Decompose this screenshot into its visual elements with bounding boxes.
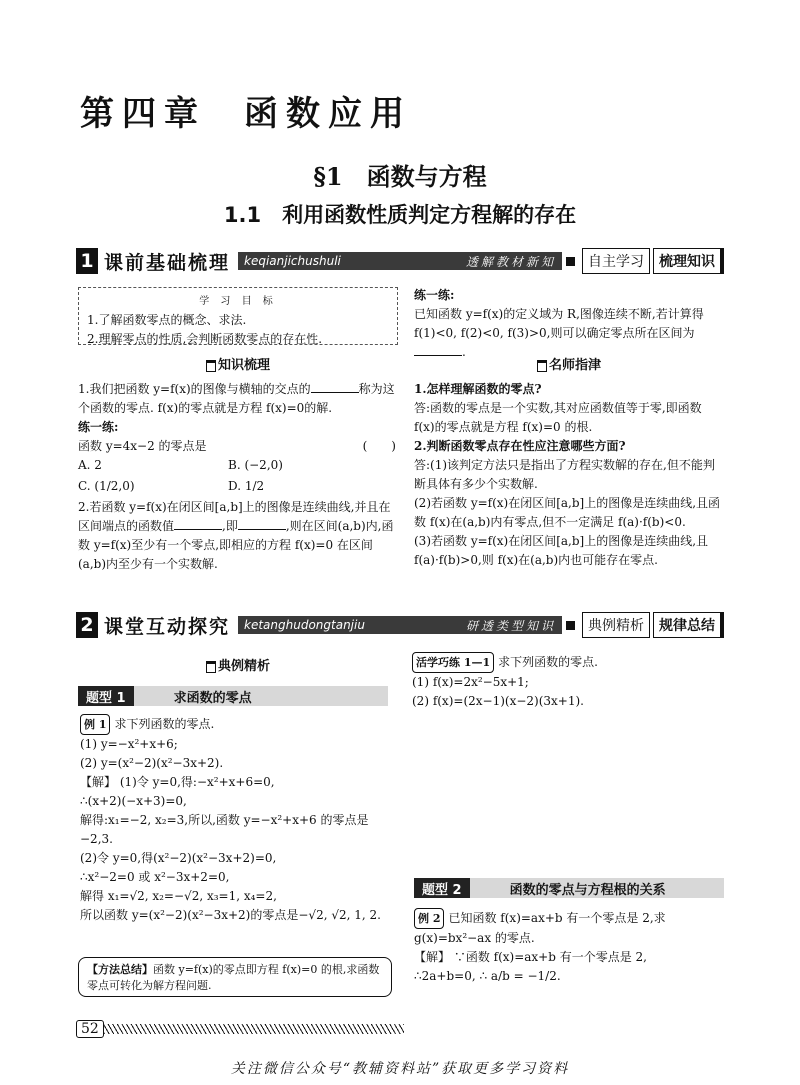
page-number: 52: [76, 1020, 104, 1038]
drill-1: [412, 652, 724, 711]
practice-text: 已知函数 y=f(x)的定义域为 R,图像连续不断,若计算得 f(1)<0, f(2)<0, f(3)>0,则可以确定零点所在区间为.: [414, 307, 704, 359]
options-row: [78, 456, 396, 475]
learning-goals-box: [78, 287, 398, 345]
option-a: A. 2: [78, 458, 102, 472]
banner-pinyin: ketanghudongtanjiu: [244, 618, 365, 632]
practice-question: 函数 y=4x−2 的零点是 ( ): [78, 439, 396, 453]
section-icon: [537, 360, 547, 372]
practice-label: 练一练:: [414, 288, 455, 302]
options-row: [78, 477, 396, 496]
teacher-answer: (2)若函数 y=f(x)在闭区间[a,b]上的图像是连续曲线,且函数 f(x)在(a,b)内有零点,但不一定满足 f(a)·f(b)<0.: [414, 496, 721, 529]
goal-item: 1.了解函数零点的概念、求法.: [87, 313, 247, 327]
section-banner-1: [76, 248, 724, 274]
type-title: 函数的零点与方程根的关系: [509, 882, 666, 898]
banner-bar: [238, 616, 562, 634]
example-question: 例 1 求下列函数的零点.: [80, 714, 392, 735]
knowledge-body: [78, 380, 396, 574]
teacher-question: 1.怎样理解函数的零点?: [414, 382, 542, 396]
banner-slogan: 透解教材新知: [465, 254, 556, 269]
teacher-answer: (3)若函数 y=f(x)在闭区间[a,b]上的图像是连续曲线,且 f(a)·f(b)>0,则 f(x)在(a,b)内也可能存在零点.: [414, 534, 709, 567]
right-practice: [414, 286, 724, 362]
goals-header: 学 习 目 标: [199, 296, 277, 307]
drill-question: 活学巧练 1—1 求下列函数的零点.: [412, 652, 724, 673]
section-icon: [206, 360, 216, 372]
square-icon: [566, 621, 575, 630]
example-1: [80, 714, 392, 925]
teacher-question: 2.判断函数零点存在性应注意哪些方面?: [414, 439, 626, 453]
chapter-title: 第四章 函数应用: [80, 94, 412, 134]
section-banner-2: [76, 612, 724, 638]
footer-note: 关注微信公众号“教辅资料站”获取更多学习资料: [230, 1061, 570, 1077]
section-title: §1 函数与方程: [313, 162, 487, 191]
solution-line: 【解】 ∵函数 f(x)=ax+b 有一个零点是 2,: [414, 950, 647, 964]
option-d: D. 1/2: [228, 479, 265, 493]
practice-label: 练一练:: [78, 420, 119, 434]
subsection-title: 1.1 利用函数性质判定方程解的存在: [223, 203, 577, 227]
example-badge: 例 2: [414, 908, 444, 929]
knowledge-head: 知识梳理: [78, 354, 398, 373]
method-summary-box: 【方法总结】函数 y=f(x)的零点即方程 f(x)=0 的根,求函数零点可转化为解方程问题.: [78, 957, 392, 997]
goal-item: 2.理解零点的性质,会判断函数零点的存在性.: [87, 332, 323, 346]
banner-tag: 规律总结: [653, 612, 724, 638]
drill-badge: 活学巧练 1—1: [412, 652, 494, 673]
type-title: 求函数的零点: [173, 690, 252, 706]
solution-line: 所以函数 y=(x²−2)(x²−3x+2)的零点是−√2, √2, 1, 2.: [80, 908, 381, 922]
example-question: 例 2 已知函数 f(x)=ax+b 有一个零点是 2,求 g(x)=bx²−ax 的零点.: [414, 908, 724, 948]
teacher-body: [414, 380, 724, 570]
type-label: 题型 1: [78, 686, 134, 706]
banner-bar: [238, 252, 562, 270]
knowledge-point-2: 2.若函数 y=f(x)在闭区间[a,b]上的图像是连续曲线,并且在区间端点的函数值 ,即 ,则在区间(a,b)内,函数 y=f(x)至少有一个零点,即相应的方程 f(x)=0 在区间(a,b)内至少有一个实数解.: [78, 500, 394, 571]
example-subq: (2) y=(x²−2)(x²−3x+2).: [80, 756, 224, 770]
section-icon: [206, 661, 216, 673]
example-subq: (1) y=−x²+x+6;: [80, 737, 178, 751]
banner-pinyin: keqianjichushuli: [244, 254, 341, 268]
square-icon: [566, 257, 575, 266]
banner-title: 课前基础梳理: [104, 251, 231, 274]
solution-line: ∴2a+b=0, ∴ a/b = −1/2.: [414, 969, 561, 983]
banner-slogan: 研透类型知识: [465, 618, 556, 633]
hatch-decoration: [104, 1024, 404, 1034]
banner-title: 课堂互动探究: [104, 615, 231, 638]
banner-tag: 典例精析: [582, 612, 650, 638]
solution-line: 解得 x₁=√2, x₂=−√2, x₃=1, x₄=2,: [80, 889, 277, 903]
teacher-head: 名师指津: [414, 354, 724, 373]
banner-tag: 自主学习: [582, 248, 650, 274]
option-b: B. (−2,0): [228, 458, 283, 472]
solution-line: ∴(x+2)(−x+3)=0,: [80, 794, 187, 808]
drill-subq: (1) f(x)=2x²−5x+1;: [412, 675, 529, 689]
type-bar-1: [78, 686, 388, 706]
type-label: 题型 2: [414, 878, 470, 898]
examples-head: 典例精析: [78, 655, 398, 674]
example-badge: 例 1: [80, 714, 110, 735]
banner-number: 1: [76, 248, 98, 274]
solution-line: 【解】 (1)令 y=0,得:−x²+x+6=0,: [80, 775, 275, 789]
teacher-answer: 答:函数的零点是一个实数,其对应函数值等于零,即函数 f(x)的零点就是方程 f(x)=0 的根.: [414, 401, 702, 434]
solution-line: (2)令 y=0,得(x²−2)(x²−3x+2)=0,: [80, 851, 277, 865]
drill-subq: (2) f(x)=(2x−1)(x−2)(3x+1).: [412, 694, 584, 708]
type-bar-2: [414, 878, 724, 898]
solution-line: ∴x²−2=0 或 x²−3x+2=0,: [80, 870, 230, 884]
banner-tag: 梳理知识: [653, 248, 724, 274]
solution-line: 解得:x₁=−2, x₂=3,所以,函数 y=−x²+x+6 的零点是−2,3.: [80, 813, 369, 846]
example-2: [414, 908, 724, 986]
banner-number: 2: [76, 612, 98, 638]
teacher-answer: 答:(1)该判定方法只是指出了方程实数解的存在,但不能判断具体有多少个实数解.: [414, 458, 715, 491]
option-c: C. (1/2,0): [78, 479, 135, 493]
knowledge-point-1: 1.我们把函数 y=f(x)的图像与横轴的交点的 称为这个函数的零点. f(x)的零点就是方程 f(x)=0的解.: [78, 382, 395, 415]
